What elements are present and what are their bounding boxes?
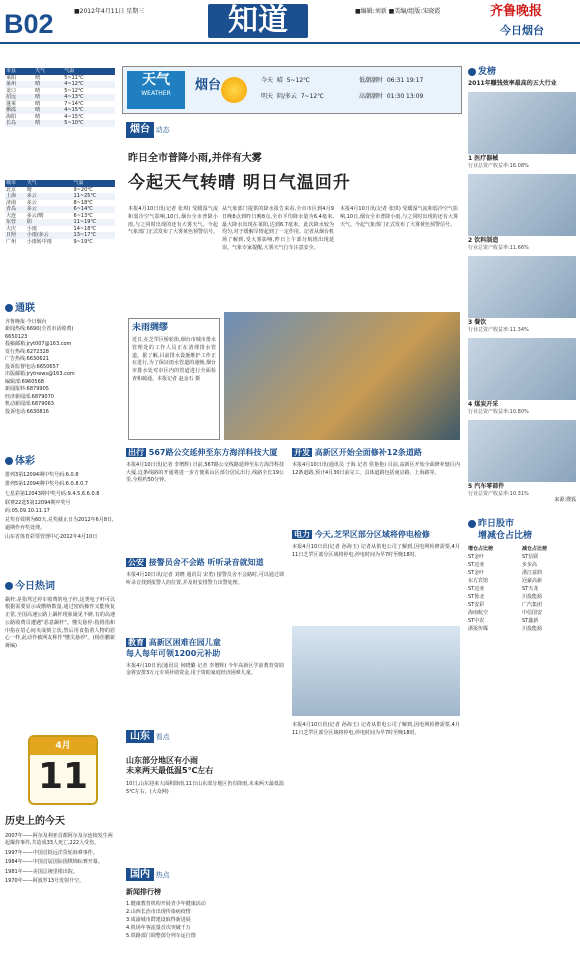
industry-name: 2 饮料制造: [468, 237, 499, 245]
contact-line: 投诉电话:6630816: [5, 408, 49, 415]
county-weather-cell: 晴: [35, 113, 41, 120]
weather-logo: 天气 WEATHER: [127, 71, 185, 109]
county-weather-cell: 7~14℃: [64, 100, 84, 107]
county-weather-cell: 长岛: [6, 120, 17, 126]
industry-value: 行业总资产收益率:10.80%: [468, 408, 529, 415]
city-weather-cell: 11~19℃: [73, 219, 97, 225]
city-weather-cell: 广州: [6, 238, 17, 245]
contact-line: 6650123: [5, 333, 28, 340]
guonei-sub: 新闻排行榜: [126, 887, 161, 896]
ad-photo: [292, 626, 460, 716]
county-weather-cell: 5~12℃: [64, 87, 84, 94]
shandong-title2: 未来两天最低温5℃左右: [126, 766, 214, 776]
yantai-body: 从气象部门提供的降水报告来看,全市市区到4月9日晚8点到昨日晚8点,全市平均降水量为6.4毫米,最大降水出现在莱阳,达到6.7毫米。此次降水较为均匀,对于缓解旱情起到了一定作用。记者从烟台机场了解到,受大雾影响,昨日上午部分航班出现延误。气象专家提醒,大雾天气行车注意安全。: [222, 206, 334, 251]
photo-box-title: 未雨绸缪: [132, 323, 169, 333]
issue-date: ■2012年4月11日 星期三: [74, 8, 145, 15]
city-weather-cell: 多云/晴: [26, 212, 44, 219]
city-weather-cell: 上海: [6, 193, 17, 199]
county-weather-header-cell: 市县: [6, 68, 17, 74]
county-weather-cell: 晴: [35, 107, 41, 113]
lottery-line: 排列5第12094期中奖号码:6.0.8.0.7: [5, 481, 89, 487]
bullet-icon: [5, 304, 13, 312]
contact-line: 齐鲁晚报·今日烟台: [5, 318, 47, 325]
county-weather-cell: 晴: [35, 100, 41, 107]
news-education: 教育 高新区困难在园儿童 每人每年可领1200元补助 本报4月10日讯(通讯员 何晓璐 记者 李增辉) 今年高新区学前教育资助金将安排3万元专项补助资金,用于资助家庭经济困难儿童。: [126, 638, 284, 677]
news-transport-title: 567路公交延伸至东方海洋科技大厦: [148, 448, 278, 457]
region-title: 今日烟台: [500, 24, 544, 37]
city-weather-cell: 9~20℃: [73, 186, 93, 193]
county-weather-cell: 招远: [6, 94, 17, 100]
hotword-title: 今日热词: [5, 580, 115, 594]
county-weather-cell: 4~15℃: [64, 113, 84, 120]
county-weather-table: [5, 68, 115, 127]
hotword-text: 飙杆:是指驾过停车收费的电子杆,这类电子杆可以根据需要显示或缴纳数量,通过密码操作又能恢复正常,全国高速公路上飙杆现象屡见不鲜,有的高速公路收费员遭遇"恶意飙杆"。懂尖悬停:指拇指和中指在眉心间夹成倒立状,然后用食指着人物的眉心一样,此动作被网友称作"懂尖悬停"。(杨佳鹏新蒋编): [5, 596, 115, 649]
weather-city: 烟台: [195, 78, 222, 93]
city-weather-cell: 小雨: [26, 225, 37, 232]
news-education-title2: 每人每年可领1200元补助: [126, 648, 221, 658]
county-weather-cell: 莱阳: [6, 74, 17, 81]
lottery-line: 七星彩第12043期中奖号码:9.4.5.6.6.0.8: [5, 490, 100, 497]
industry-item: [468, 420, 576, 498]
stock-title2: 增减仓占比榜: [478, 531, 533, 542]
contact-section: [5, 302, 115, 416]
city-weather-header-cell: 气温: [73, 180, 84, 186]
lottery-line: 兑奖有效期为60天,兑奖截止日为2012年6月8日,逾期作弃奖处理。: [5, 517, 114, 531]
photo-box-text: 近日,在芝罘区桥轮街,烟台市城市排水管理处的工作人员正在清理排水管道。据了解,目前排水设施维护工作正在进行,为了保证雨水管道的通畅,烟台市排水处对市区内的管道进行全面检查和疏通。本报记者 赵金石 摄: [132, 337, 216, 382]
ranking-item: 5.铁路部门调整部分列车运行图: [126, 932, 196, 939]
city-weather-cell: 6~13℃: [73, 212, 93, 219]
low-tide: 低潮潮时 06:31 19:17: [359, 77, 424, 84]
stock-item: ST安彩: [468, 602, 485, 609]
contact-line: 经济新闻部:6879070: [5, 393, 54, 400]
city-weather-header-cell: 城市: [6, 180, 17, 186]
industry-name: 1 医疗器械: [468, 155, 499, 163]
city-weather-cell: 大连: [6, 212, 17, 219]
industry-photo: [468, 338, 576, 400]
contact-line: 发行热线:6272328: [5, 348, 49, 355]
contact-line: 机动新闻部:6879063: [5, 401, 54, 407]
county-weather-cell: 晴: [35, 87, 41, 94]
county-weather-cell: 4~12℃: [64, 81, 84, 87]
history-item: 1970年——阿波罗13号发射升空。: [5, 878, 85, 884]
industry-item: [468, 174, 576, 252]
city-weather-cell: 多云: [26, 193, 37, 199]
fashou-section: [468, 66, 576, 504]
fashou-title: 发榜: [478, 67, 497, 77]
city-weather-cell: 多云: [26, 206, 37, 212]
city-weather-cell: 阴: [26, 219, 32, 225]
weather-today: 今天 晴 5~12℃: [261, 77, 310, 84]
yantai-section: [126, 122, 462, 138]
county-weather-cell: 晴: [35, 74, 41, 81]
news-police: 公安 接警员舍不会路 听听录音就知道 本报4月10日讯(记者 刘晓 通讯员 宋勇) 接警员舍不会路时,可以通过调听录音找到报警人的位置,并及时安排警力出警处理。: [126, 558, 284, 586]
industry-value: 行业总资产收益率:16.08%: [468, 163, 529, 170]
industry-name: 5 汽车零部件: [468, 482, 505, 490]
contact-line: 新闻热线:6690(全省市话收费): [5, 326, 74, 332]
city-weather-cell: 大庆: [6, 225, 17, 232]
hotword-section: [5, 580, 115, 651]
calendar-page: [28, 735, 98, 805]
ranking-item: 4.机场年客流量首次突破千万: [126, 924, 191, 931]
city-weather-cell: 晴: [26, 186, 32, 193]
history-section: [5, 815, 115, 888]
city-weather-cell: 多云: [26, 199, 37, 206]
stock-item: ST鑫新: [522, 618, 539, 625]
county-weather-cell: 海阳: [6, 113, 17, 120]
industry-value: 行业总资产收益率:11.66%: [468, 245, 529, 252]
news-education-title: 高新区困难在园儿童: [148, 638, 221, 647]
city-weather-cell: 13~17℃: [73, 232, 97, 238]
yantai-body-cont: 本报4月10日讯(记者 张琪) 受暖湿气流和弱冷空气影响,10日,烟台全市普降小雨,与之同时出现的还有大雾天气。今起气象部门正式发布了大雾黄色预警信号。: [340, 206, 458, 228]
contact-line: 投诉监督电话:6650657: [5, 363, 59, 370]
lottery-title: 体彩: [5, 455, 115, 469]
county-weather-cell: 4~13℃: [64, 94, 84, 100]
lottery-line: 排列3第12094期中奖号码:6.0.8: [5, 471, 79, 478]
stock-item: 广汽集团: [522, 602, 543, 609]
sun-icon: [221, 77, 247, 103]
stock-item: 东方宾馆: [468, 578, 489, 585]
stock-item: 川投能源: [522, 626, 543, 633]
stock-item: 步步高: [522, 562, 538, 569]
guonei-section: 国内 热点 新闻排行榜 1.健康教育机构开展青少年健康活动 2.山西长治市出现传染病疫情 3.成渝城市群建设取得新进展 4.机场年客流量首次突破千万 5.铁路部门调整部分列车运行图: [126, 868, 284, 940]
stock-item: ST信联: [522, 554, 539, 561]
stock-item: ST鲁北: [468, 594, 485, 601]
photo-caption-box: [128, 318, 220, 440]
county-weather-cell: 莱州: [6, 81, 17, 87]
contact-line: 新闻报料:6879905: [5, 386, 49, 392]
news-power-body: 本报4月10日讯(记者 孙海玉) 记者从供电公司了解到,因电网检修需要,4月11日芝罘区部分区域将停电,停电时间为早7时至晚18时。: [292, 543, 460, 558]
industry-photo: [468, 174, 576, 236]
yantai-headline: 今起天气转晴 明日气温回升: [128, 173, 351, 193]
news-roads: 开发 高新区开始全面修补12条道路 本报4月10日讯(通讯员 于海 记者 侯艳艳) 目前,高新区开始全面修补辖区内12条道路,预计4月30日前完工。具体道路包括南京路、上海路等。: [292, 448, 460, 476]
news-police-title: 接警员舍不会路 听听录音就知道: [148, 558, 264, 567]
stock-increase-list: 增仓占比榜 ST金叶 ST迈亚 ST金叶 东方宾馆 ST迈亚 ST鲁北 ST安彩 海南航空 ST中农 浙报传媒: [468, 546, 522, 633]
county-weather-cell: 栖霞: [6, 107, 17, 113]
stock-item: 川投能源: [522, 594, 543, 601]
news-roads-body: 本报4月10日讯(通讯员 于海 记者 侯艳艳) 目前,高新区开始全面修补辖区内12条道路,预计4月30日前完工。具体道路包括南京路、上海路等。: [292, 461, 460, 476]
news-police-body: 本报4月10日讯(记者 刘晓 通讯员 宋勇) 接警员舍不会路时,可以通过调听录音找到报警人的位置,并及时安排警力出警处理。: [126, 571, 284, 586]
county-weather-cell: 5~11℃: [64, 74, 84, 81]
news-power-title: 今天,芝罘区部分区域将停电检修: [314, 530, 430, 539]
shandong-body: 10日,山东迎来大面积降雨,11日山东部分地区仍有降雨,未来两天最低温5℃左右。(大众网): [126, 781, 284, 795]
contact-line: 编辑部:6960568: [5, 378, 44, 385]
industry-value: 行业总资产收益率:11.34%: [468, 327, 529, 334]
city-weather-table: [5, 180, 115, 245]
contact-line: 投稿邮箱:jryt007@163.com: [5, 341, 72, 347]
city-weather-cell: 济南: [6, 199, 17, 206]
city-weather-header-cell: 天气: [26, 180, 37, 186]
news-transport-body: 本报4月10日讯(记者 李增辉) 日前,567路公交线路延伸至东方海洋科技大厦,这条线路的开通将进一步方便莱山区部分居民出行,线路全长19公里,全程约50分钟。: [126, 461, 284, 484]
stock-item: 浙江富润: [522, 570, 543, 577]
industry-item: [468, 92, 576, 170]
city-weather-cell: 青岛: [6, 206, 17, 212]
city-weather-cell: 北京: [6, 186, 17, 193]
county-weather-header-cell: 气温: [64, 68, 75, 74]
newspaper-logo: 齐鲁晚报: [490, 4, 543, 19]
stock-section: [468, 518, 576, 633]
bullet-icon: [468, 520, 476, 528]
news-transport: 出行 567路公交延伸至东方海洋科技大厦 本报4月10日讯(记者 李增辉) 日前,567路公交线路延伸至东方海洋科技大厦,这条线路的开通将进一步方便莱山区部分居民出行,线路全长19公里,全程约50分钟。: [126, 448, 284, 484]
city-weather-cell: 小雨转中雨: [26, 238, 52, 245]
stock-item: ST迈亚: [468, 562, 485, 569]
county-weather-header-cell: 天气: [35, 68, 46, 74]
contact-line: 广告热线:6630621: [5, 356, 49, 362]
news-power-cont: 本报4月10日讯(记者 孙海玉) 记者从供电公司了解到,因电网检修需要,4月11日芝罘区部分区域将停电,停电时间为早7时至晚18时。: [292, 722, 460, 736]
bullet-icon: [5, 457, 13, 465]
ranking-item: 3.成渝城市群建设取得新进展: [126, 916, 191, 923]
contact-line: 出版邮箱:jrytnews@163.com: [5, 371, 75, 377]
news-education-body: 本报4月10日讯(通讯员 何晓璐 记者 李增辉) 今年高新区学前教育资助金将安排3万元专项补助资金,用于资助家庭经济困难儿童。: [126, 662, 284, 677]
column-title: 知道: [208, 4, 308, 38]
city-weather-cell: 14~18℃: [73, 225, 97, 232]
lottery-line: 山东省体育彩票管理中心2012年4月10日: [5, 534, 98, 540]
stock-item: 海南航空: [468, 610, 489, 617]
drainage-work-photo: [224, 312, 460, 440]
city-weather-cell: 11~25℃: [73, 193, 97, 199]
stock-item: 浙报传媒: [468, 626, 489, 633]
city-weather-cell: 9~19℃: [73, 238, 93, 245]
county-weather-cell: 晴: [35, 81, 41, 87]
yantai-lead: 本报4月10日讯(记者 张琪) 受暖湿气流和弱冷空气影响,10日,烟台全市普降小雨,与之同时出现的还有大雾天气。今起气象部门正式发布了大雾黄色预警信号。: [128, 206, 219, 236]
news-power: 电力 今天,芝罘区部分区域将停电检修 本报4月10日讯(记者 孙海玉) 记者从供电公司了解到,因电网检修需要,4月11日芝罘区部分区域将停电,停电时间为早7时至晚18时。: [292, 530, 460, 558]
county-weather-cell: 5~10℃: [64, 120, 84, 126]
shandong-title: 山东部分地区有小雨: [126, 755, 198, 765]
history-item: 2007年——阿尔及利亚首都阿尔及尔连续发生两起爆炸事件,共造成33人死亡,222人受伤。: [5, 832, 113, 846]
yantai-tag2: 动态: [155, 126, 170, 134]
stock-item: ST迈亚: [468, 586, 485, 593]
ranking-item: 1.健康教育机构开展青少年健康活动: [126, 900, 206, 907]
stock-item: ST天龙: [522, 586, 539, 593]
industry-name: 4 煤炭开采: [468, 400, 499, 408]
stock-item: 中信国安: [522, 610, 543, 617]
lottery-section: [5, 455, 115, 544]
ranking-item: 2.山西长治市出现传染病疫情: [126, 908, 191, 915]
bullet-icon: [5, 582, 13, 590]
stock-decrease-list: 减仓占比榜 ST信联 步步高 浙江富润 冠豪高新 ST天龙 川投能源 广汽集团 中信国安 ST鑫新 川投能源: [522, 546, 576, 633]
stock-item: ST金叶: [468, 570, 485, 577]
city-weather-cell: 东营: [6, 219, 17, 225]
county-weather-cell: 龙口: [6, 87, 17, 94]
industry-photo: [468, 420, 576, 482]
weather-tomorrow: 明天 阴/多云 7~12℃: [261, 93, 324, 100]
history-item: 1984年——中国首届国际围棋锦标赛开幕。: [5, 859, 103, 865]
yantai-subhead: 昨日全市普降小雨,并伴有大雾: [128, 153, 262, 164]
calendar-month: 4月: [30, 737, 96, 755]
bullet-icon: [468, 68, 476, 76]
city-weather-cell: 8~18℃: [73, 199, 93, 206]
history-item: 1997年——中国首批远洋货轮海难事件。: [5, 849, 98, 856]
industry-photo: [468, 256, 576, 318]
city-weather-cell: 6~14℃: [73, 206, 93, 212]
county-weather-cell: 晴: [35, 120, 41, 126]
history-title: 历史上的今天: [5, 816, 65, 827]
county-weather-cell: 蓬莱: [6, 100, 17, 107]
industry-photo: [468, 92, 576, 154]
city-weather-row: [5, 239, 115, 246]
stock-item: 冠豪高新: [522, 578, 543, 585]
high-tide: 高潮潮时 01:30 13:09: [359, 93, 424, 100]
industry-item: [468, 338, 576, 416]
stock-title: 昨日股市: [478, 519, 515, 529]
fashou-sub: 2011年赚钱效率最高的五大行业: [468, 80, 557, 88]
fashou-source: 来源:搜狐: [554, 497, 576, 504]
page-number: B02: [4, 9, 54, 39]
county-weather-cell: 4~15℃: [64, 107, 84, 113]
yantai-tag: 烟台: [126, 122, 154, 138]
industry-value: 行业总资产收益率:10.31%: [468, 490, 529, 497]
weather-box: [122, 66, 462, 114]
stock-item: ST金叶: [468, 554, 485, 561]
editor-credit: ■编辑:刘新 ■美编/组版:宋晓霞: [355, 8, 441, 15]
industry-item: [468, 256, 576, 334]
news-roads-title: 高新区开始全面修补12条道路: [314, 448, 422, 457]
stock-item: ST中农: [468, 618, 485, 625]
city-weather-cell: 日照: [6, 232, 17, 238]
city-weather-cell: 小雨/多云: [26, 232, 49, 238]
industry-name: 3 餐饮: [468, 318, 487, 326]
county-weather-row: [5, 120, 115, 127]
history-item: 1981年——美国总统里根出院。: [5, 868, 78, 875]
contact-title: 通联: [5, 302, 115, 316]
shandong-section: 山东 看点 山东部分地区有小雨 未来两天最低温5℃左右 10日,山东迎来大面积降雨,11日山东部分地区仍有降雨,未来两天最低温5℃左右。(大众网): [126, 731, 284, 795]
county-weather-cell: 晴: [35, 94, 41, 100]
lottery-line: 联赛22选5第12094期中奖号码:05.09.10.11.17: [5, 500, 71, 514]
calendar-day: 11: [37, 756, 89, 798]
